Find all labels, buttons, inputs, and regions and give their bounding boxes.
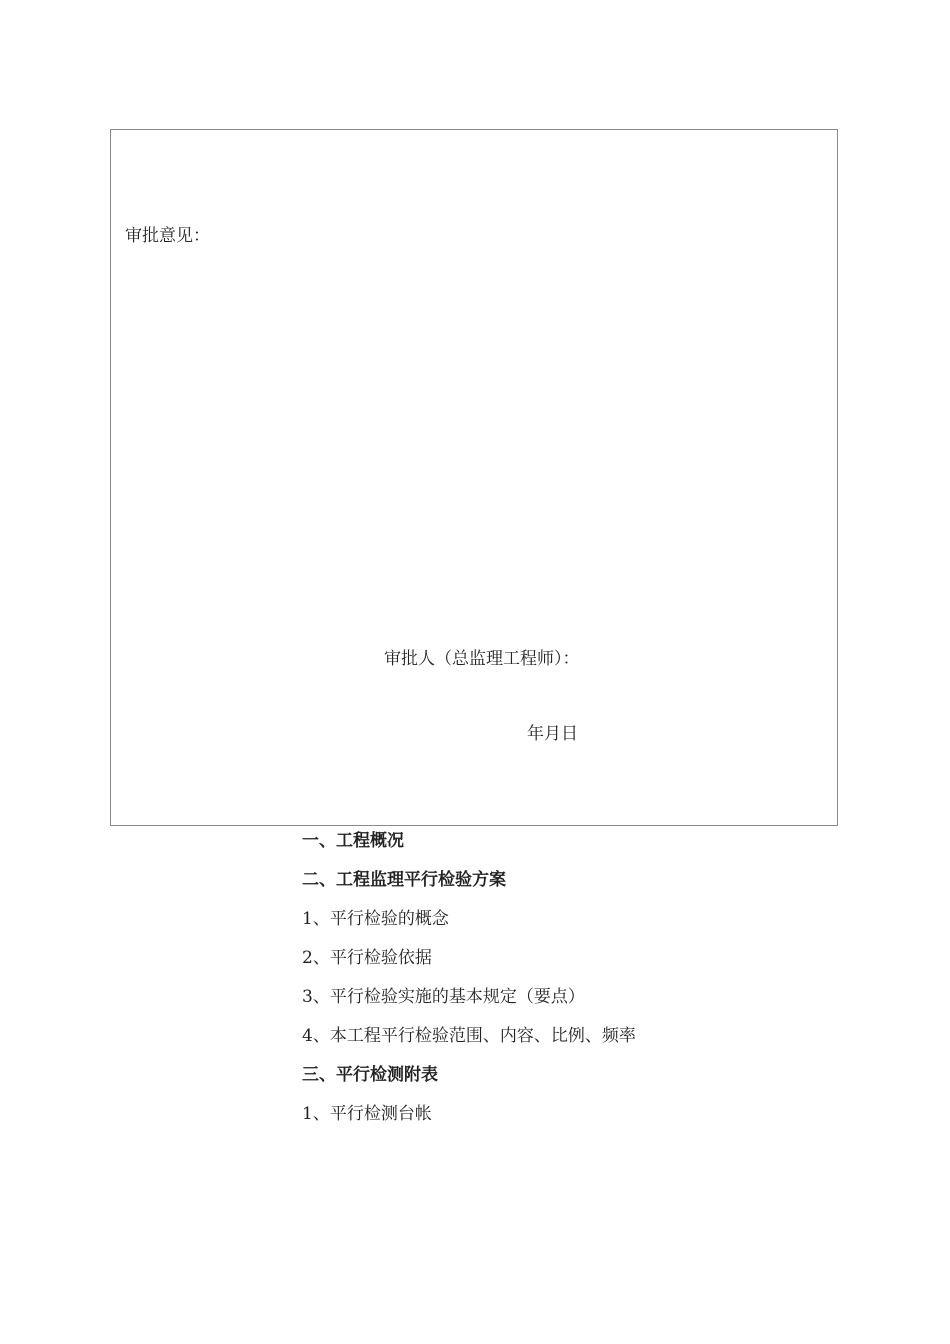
approval-box [110,129,838,826]
toc-item-ledger: 1、平行检测台帐 [302,1104,432,1124]
toc-section-project-overview: 一、工程概况 [302,831,404,851]
approval-opinion-label: 审批意见： [125,226,210,246]
toc-item-basis: 2、平行检验依据 [302,948,432,968]
approver-label: 审批人（总监理工程师）： [384,649,580,669]
toc-item-concept: 1、平行检验的概念 [302,909,449,929]
approval-date-label: 年月日 [527,724,578,744]
toc-section-parallel-inspection-plan: 二、工程监理平行检验方案 [302,870,506,890]
toc-section-attached-tables: 三、平行检测附表 [302,1065,438,1085]
toc-item-basic-rules: 3、平行检验实施的基本规定（要点） [302,987,585,1007]
table-of-contents [302,829,862,1141]
toc-item-scope: 4、本工程平行检验范围、内容、比例、频率 [302,1026,636,1046]
